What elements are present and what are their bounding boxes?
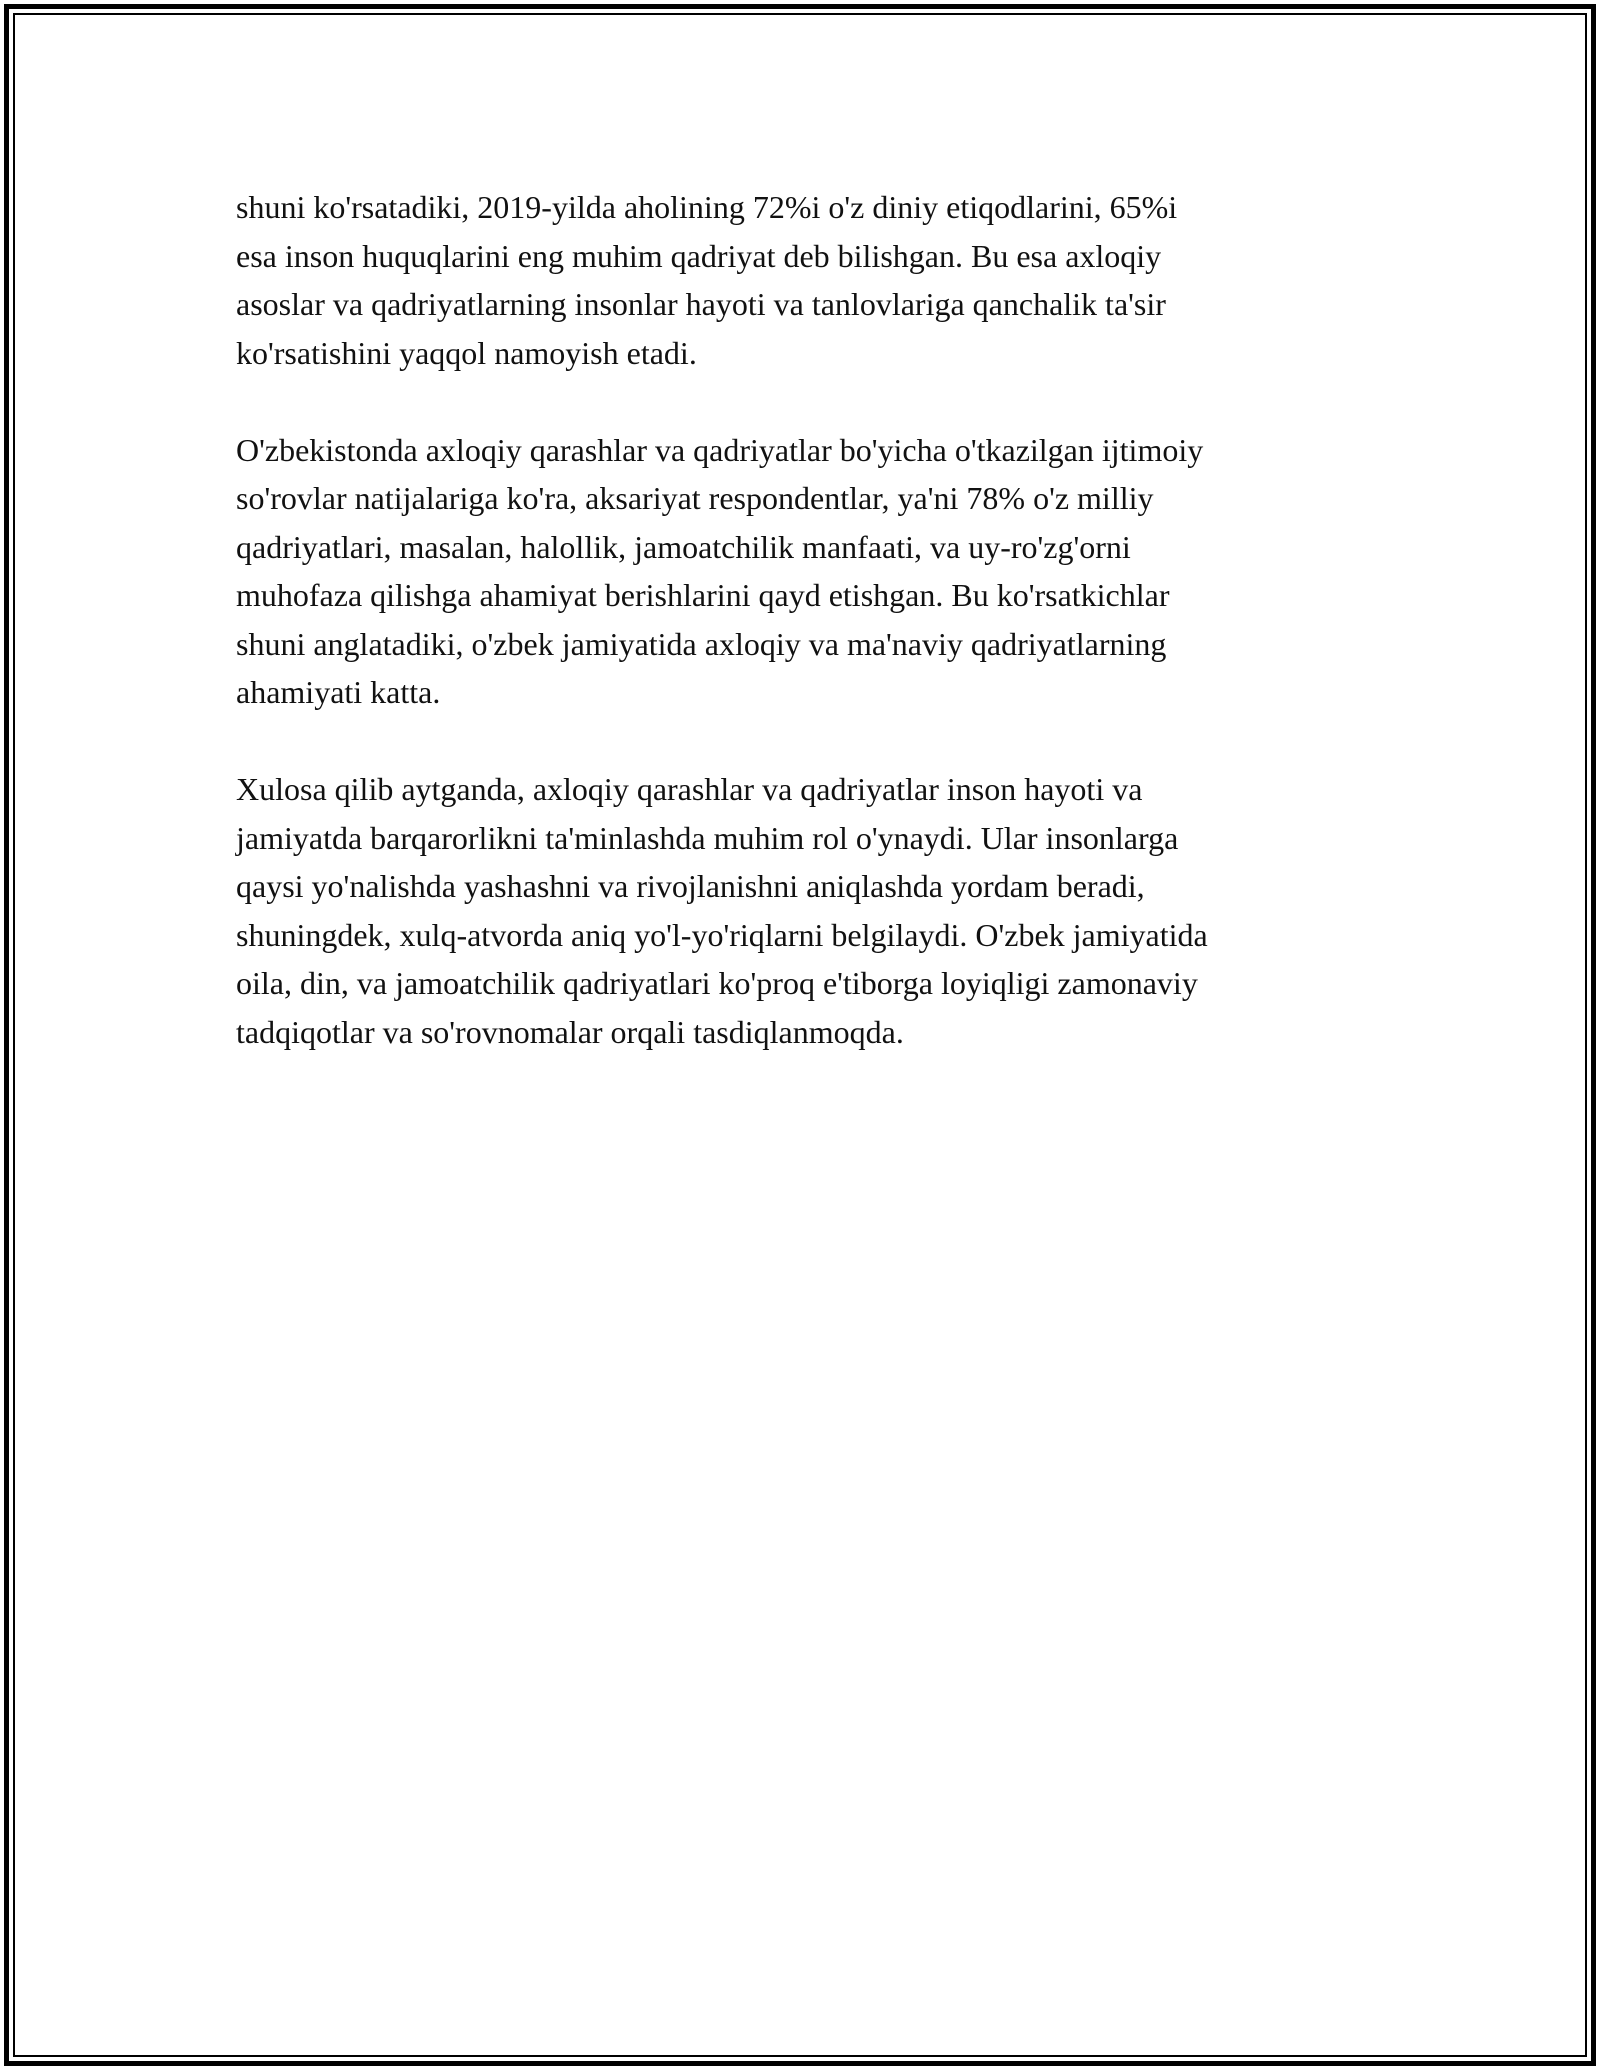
- paragraph-2: O'zbekistonda axloqiy qarashlar va qadriyatlar bo'yicha o'tkazilgan ijtimoiy so'rovlar natijalariga ko'ra, aksariyat respondentlar, ya'ni 78% o'z milliy qadriyatlari, masalan, halollik, jamoatchilik manfaati, va uy-ro'zg'orni muhofaza qilishga ahamiyat berishlarini qayd etishgan. Bu ko'rsatkichlar shuni anglatadiki, o'zbek jamiyatida axloqiy va ma'naviy qadriyatlarning ahamiyati katta.: [236, 431, 1204, 710]
- paragraph-1: shuni ko'rsatadiki, 2019-yilda aholining 72%i o'z diniy etiqodlarini, 65%i esa inson huquqlarini eng muhim qadriyat deb bilishgan. Bu esa axloqiy asoslar va qadriyatlarning insonlar hayoti va tanlovlariga qanchalik ta'sir ko'rsatishini yaqqol namoyish etadi.: [236, 189, 1178, 371]
- document-body: [236, 183, 1366, 1105]
- paragraph-3: Xulosa qilib aytganda, axloqiy qarashlar va qadriyatlar inson hayoti va jamiyatda barqarorlikni ta'minlashda muhim rol o'ynaydi. Ular insonlarga qaysi yo'nalishda yashashni va rivojlanishni aniqlashda yordam beradi, shuningdek, xulq-atvorda aniq yo'l-yo'riqlarni belgilaydi. O'zbek jamiyatida oila, din, va jamoatchilik qadriyatlari ko'proq e'tiborga loyiqligi zamonaviy tadqiqotlar va so'rovnomalar orqali tasdiqlanmoqda.: [236, 771, 1208, 1050]
